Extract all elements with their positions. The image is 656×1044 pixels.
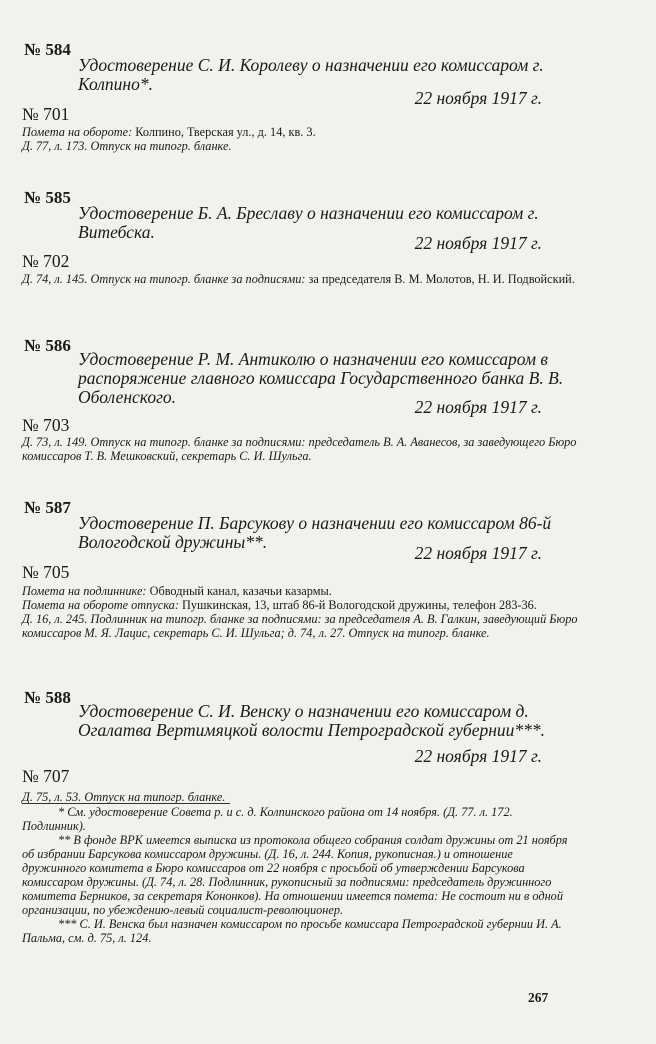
note-label: Д. 74, л. 145. Отпуск на типогр. бланке за подписями:: [22, 272, 309, 286]
entry-title: Удостоверение С. И. Королеву о назначении его комиссаром г. Колпино*.: [78, 55, 544, 94]
note-text: за председателя В. М. Молотов, Н. И. Подвойский.: [308, 272, 575, 286]
entry-date: 22 ноября 1917 г.: [414, 233, 542, 253]
entry-number: № 586: [24, 336, 71, 355]
note-source: Д. 75, л. 53. Отпуск на типогр. бланке.: [22, 790, 226, 804]
note-text: Пушкинская, 13, штаб 86-й Вологодской дружины, телефон 283-36.: [182, 598, 537, 612]
note-source: Д. 16, л. 245. Подлинник на типогр. бланке за подписями: за председателя А. В. Галкин, заведующий Бюро комиссаров М. Я. Лацис, секретарь С. И. Шульга; д. 74, л. 27. Отпуск на типогр. бланке.: [22, 612, 578, 640]
footnote-3: *** С. И. Венска был назначен комиссаром по просьбе комиссара Петроградской губернии И. А. Пальма, см. д. 75, л. 124.: [22, 917, 562, 945]
entry-title: Удостоверение С. И. Венску о назначении его комиссаром д. Огалатва Вертимяцкой волости Петроградской губернии***.: [78, 701, 546, 740]
entry-title: Удостоверение Р. М. Антиколю о назначении его комиссаром в распоряжение главного комиссара Государственного банка В. В. Оболенского.: [78, 349, 564, 407]
archival-note: [22, 272, 578, 286]
note-label: Помета на обороте:: [22, 125, 136, 139]
note-label: Помета на обороте отпуска:: [22, 598, 183, 612]
footnotes: [22, 805, 578, 945]
archival-note: [22, 435, 578, 463]
entry-number: № 587: [24, 498, 71, 517]
archival-note: [22, 584, 578, 640]
document-number: № 705: [22, 562, 70, 582]
document-number: № 702: [22, 251, 70, 271]
document-number: № 703: [22, 415, 70, 435]
note-source: Д. 77, л. 173. Отпуск на типогр. бланке.: [22, 139, 232, 153]
footnote-1: * См. удостоверение Совета р. и с. д. Колпинского района от 14 ноября. (Д. 77. л. 172. Подлинник).: [22, 805, 513, 833]
note-text: Обводный канал, казачьи казармы.: [149, 584, 332, 598]
entry-date: 22 ноября 1917 г.: [414, 543, 542, 563]
footnote-divider: [22, 803, 230, 804]
page-number: 267: [528, 990, 549, 1005]
note-source: Д. 73, л. 149. Отпуск на типогр. бланке за подписями: председатель В. А. Аванесов, за заведующего Бюро комиссаров Т. В. Мешковский, секретарь С. И. Шульга.: [22, 435, 577, 463]
entry-date: 22 ноября 1917 г.: [414, 746, 542, 766]
archival-note: [22, 790, 578, 804]
note-label: Помета на подлиннике:: [22, 584, 150, 598]
entry-title: Удостоверение Б. А. Бреславу о назначении его комиссаром г. Витебска.: [78, 203, 539, 242]
entry-number: № 585: [24, 188, 71, 207]
entry-number: № 588: [24, 688, 71, 707]
entry-date: 22 ноября 1917 г.: [414, 397, 542, 417]
archival-note: [22, 125, 578, 153]
document-number: № 701: [22, 104, 70, 124]
note-text: Колпино, Тверская ул., д. 14, кв. 3.: [135, 125, 316, 139]
entry-number: № 584: [24, 40, 71, 59]
footnote-2: ** В фонде ВРК имеется выписка из протокола общего собрания солдат дружины от 21 ноября об избрании Барсукова комиссаром дружины. (Д. 16, л. 244. Копия, рукописная.) и отношение дружинного комитета в Бюро комиссаров от 22 ноября с просьбой об утверждении Барсукова комиссаром дружины. (Д. 74, л. 28. Подлинник, рукописный за подписями: председатель дружинного комитета Берников, за секретаря Кононков). На отношении имеется помета: Не состоит ни в одной организации, по убеждению-левый социалист-революционер.: [22, 833, 568, 917]
document-number: № 707: [22, 766, 70, 786]
entry-date: 22 ноября 1917 г.: [414, 88, 542, 108]
entry-title: Удостоверение П. Барсукову о назначении его комиссаром 86-й Вологодской дружины**.: [78, 513, 552, 552]
